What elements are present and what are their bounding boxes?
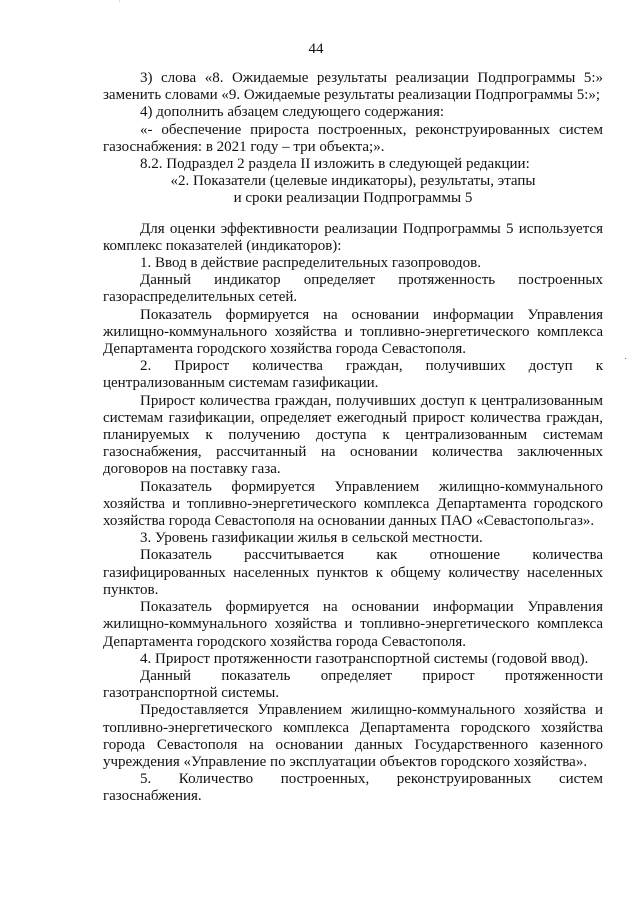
page-number: 44	[308, 41, 324, 57]
paragraph: Данный индикатор определяет протяженность построенных газораспределительных сетей.	[103, 272, 603, 306]
paragraph: Показатель рассчитывается как отношение количества газифицированных населенных пунктов к общему количеству населенных пунктов.	[103, 547, 603, 598]
paragraph: Показатель формируется Управлением жилищно-коммунального хозяйства и топливно-энергетического комплекса Департамента городского хозяйства города Севастополя на основании данных ПАО «Севастопольгаз».	[103, 478, 603, 530]
list-item: 4. Прирост протяженности газотранспортной системы (годовой ввод).	[140, 650, 589, 667]
paragraph: Прирост количества граждан, получивших доступ к централизованным системам газификации, определяет ежегодный прирост количества граждан, планируемых к получению доступа к централизованным системам газоснабжения, рассчитанный на основании количества заключенных договоров на поставку газа.	[103, 392, 603, 478]
list-item: 5. Количество построенных, реконструированных систем газоснабжения.	[103, 771, 603, 805]
list-item: 1. Ввод в действие распределительных газопроводов.	[140, 255, 482, 272]
paragraph: Для оценки эффективности реализации Подпрограммы 5 используется комплекс показателей (индикаторов):	[103, 220, 603, 254]
spacer	[103, 208, 603, 221]
paragraph: Данный показатель определяет прирост протяженности газотранспортной системы.	[103, 667, 603, 702]
paragraph: 4) дополнить абзацем следующего содержания:	[140, 104, 445, 121]
paragraph: «- обеспечение прироста построенных, реконструированных систем газоснабжения: в 2021 году – три объекта;».	[103, 121, 603, 155]
paragraph: Показатель формируется на основании информации Управления жилищно-коммунального хозяйства и топливно-энергетического комплекса Департамента городского хозяйства города Севастополя.	[103, 306, 603, 358]
paragraph: Показатель формируется на основании информации Управления жилищно-коммунального хозяйства и топливно-энергетического комплекса Департамента городского хозяйства города Севастополя.	[103, 599, 603, 650]
scan-mark: ˙	[118, 0, 121, 8]
document-body	[103, 70, 603, 806]
section-heading-line: «2. Показатели (целевые индикаторы), результаты, этапы	[170, 173, 536, 190]
paragraph: 8.2. Подраздел 2 раздела II изложить в следующей редакции:	[140, 156, 530, 173]
paragraph: Предоставляется Управлением жилищно-коммунального хозяйства и топливно-энергетического комплекса Департамента городского хозяйства города Севастополя на основании данных Государственного казенного учреждения «Управление по эксплуатации объектов городского хозяйства».	[103, 702, 603, 770]
section-heading-line: и сроки реализации Подпрограммы 5	[233, 190, 473, 207]
list-item: 3. Уровень газификации жилья в сельской местности.	[140, 530, 483, 547]
paragraph: 3) слова «8. Ожидаемые результаты реализации Подпрограммы 5:» заменить словами «9. Ожидаемые результаты реализации Подпрограммы 5:»;	[103, 70, 603, 104]
scan-mark: ˙	[624, 357, 628, 368]
list-item: 2. Прирост количества граждан, получивших доступ к централизованным системам газификации.	[103, 358, 603, 392]
